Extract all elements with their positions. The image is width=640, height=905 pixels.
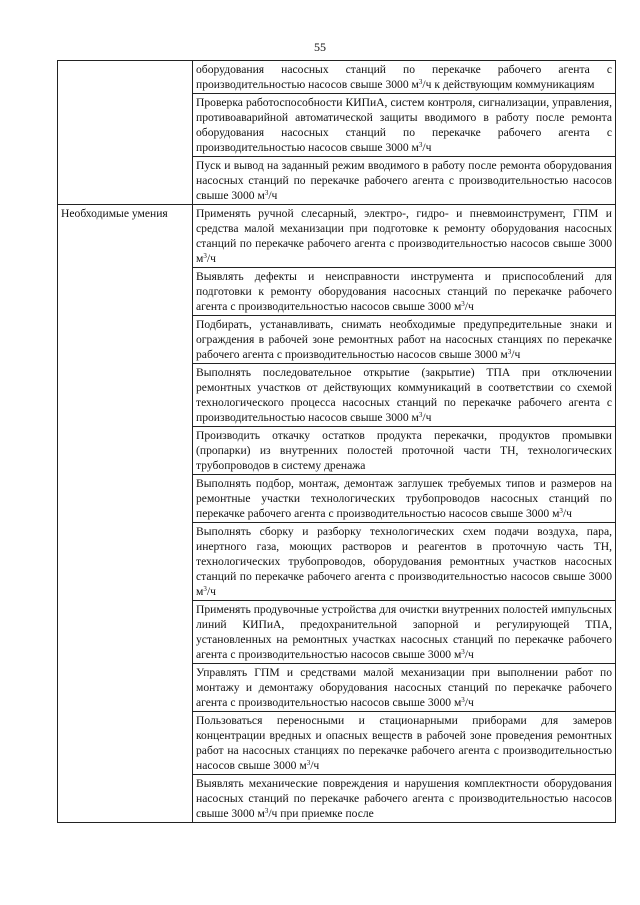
row-text-tail: /ч bbox=[562, 507, 572, 520]
row-text-cell bbox=[193, 364, 616, 427]
row-text-cell bbox=[193, 268, 616, 316]
row-text: Пуск и вывод на заданный режим вводимого в работу после ремонта оборудования насосных станций по перекачке рабочего агента с производительностью насосов свыше 3000 м bbox=[196, 159, 612, 202]
unit-exponent: 3 bbox=[306, 759, 311, 767]
row-text: Выявлять дефекты и неисправности инструмента и приспособлений для подготовки к ремонту оборудования насосных станций по перекачке рабочего агента с производительностью насосов свыше 3000 м bbox=[196, 270, 612, 313]
unit-exponent: 3 bbox=[418, 411, 423, 419]
row-text: Подбирать, устанавливать, снимать необходимые предупредительные знаки и ограждения в рабочей зоне ремонтных работ на насосных станциях по перекачке рабочего агента с производительностью насосов свыше 3000 м bbox=[196, 318, 612, 361]
row-text-cell bbox=[193, 61, 616, 94]
table-row bbox=[58, 205, 616, 268]
row-text-cell bbox=[193, 664, 616, 712]
competency-table bbox=[57, 60, 616, 823]
row-label-cell bbox=[58, 205, 193, 823]
row-text-cell bbox=[193, 523, 616, 601]
unit-exponent: 3 bbox=[461, 648, 465, 656]
row-text-cell bbox=[193, 316, 616, 364]
row-text: Проверка работоспособности КИПиА, систем контроля, сигнализации, управления, противоаварийной автоматической защиты вводимого в работу после ремонта оборудования насосных станций по перекачке рабочего агента с производительностью насосов свыше 3000 м bbox=[196, 96, 612, 154]
row-text-cell bbox=[193, 157, 616, 205]
unit-exponent: 3 bbox=[461, 696, 465, 704]
row-text-tail: /ч bbox=[206, 252, 216, 265]
unit-exponent: 3 bbox=[203, 585, 207, 593]
row-text-tail: /ч bbox=[206, 585, 216, 598]
row-text-tail: /ч bbox=[422, 411, 432, 424]
row-text-tail: /ч bbox=[422, 141, 432, 154]
row-text: Пользоваться переносными и стационарными приборами для замеров концентрации вредных и опасных веществ в рабочей зоне проведения ремонтных работ на насосных станциях по перекачке рабочего агента с производительностью насосов свыше 3000 м bbox=[196, 714, 612, 772]
table-body bbox=[58, 61, 616, 823]
row-text-tail: /ч при приемке после bbox=[268, 807, 374, 820]
row-text-tail: /ч к действующим коммуникациям bbox=[422, 78, 595, 91]
row-text: Применять ручной слесарный, электро-, гидро- и пневмоинструмент, ГПМ и средства малой механизации при подготовке к ремонту оборудования насосных станций по перекачке рабочего агента с производительностью насосов свыше 3000 м bbox=[196, 207, 612, 265]
row-text: Выполнять последовательное открытие (закрытие) ТПА при отключении ремонтных участков от действующих коммуникаций в соответствии со схемой технологического процесса насосных станций по перекачке рабочего агента с производительностью насосов свыше 3000 м bbox=[196, 366, 612, 424]
row-text-cell bbox=[193, 427, 616, 475]
row-text-tail: /ч bbox=[511, 348, 521, 361]
unit-exponent: 3 bbox=[264, 807, 269, 815]
row-text-cell bbox=[193, 94, 616, 157]
unit-exponent: 3 bbox=[203, 252, 207, 260]
row-text-tail: /ч bbox=[310, 759, 320, 772]
unit-exponent: 3 bbox=[418, 78, 423, 86]
table-row bbox=[58, 61, 616, 94]
unit-exponent: 3 bbox=[507, 348, 512, 356]
row-text: Применять продувочные устройства для очистки внутренних полостей импульсных линий КИПиА, предохранительной запорной и регулирующей ТПА, установленных на ремонтных участках насосных станций по перекачке рабочего агента с производительностью насосов свыше 3000 м bbox=[196, 603, 612, 661]
unit-exponent: 3 bbox=[461, 300, 465, 308]
unit-exponent: 3 bbox=[559, 507, 563, 515]
row-text-tail: /ч bbox=[268, 189, 278, 202]
row-text-cell bbox=[193, 475, 616, 523]
row-text: Выполнять сборку и разборку технологических схем подачи воздуха, пара, инертного газа, моющих растворов и реагентов в проточную часть ТН, технологических трубопроводов, оборудования ремонтных участков насосных станций по перекачке рабочего агента с производительностью насосов свыше 3000 м bbox=[196, 525, 612, 598]
row-text: Выявлять механические повреждения и нарушения комплектности оборудования насосных станций по перекачке рабочего агента с производительностью насосов свыше 3000 м bbox=[196, 777, 612, 820]
row-text-tail: /ч bbox=[464, 300, 474, 313]
row-text: оборудования насосных станций по перекачке рабочего агента с производительностью насосов свыше 3000 м bbox=[196, 63, 612, 91]
row-text-cell bbox=[193, 775, 616, 823]
row-text-cell bbox=[193, 205, 616, 268]
row-text-cell bbox=[193, 712, 616, 775]
row-text: Производить откачку остатков продукта перекачки, продуктов промывки (пропарки) из внутренних полостей проточной части ТН, технологических трубопроводов в систему дренажа bbox=[196, 429, 612, 472]
row-label: Необходимые умения bbox=[61, 207, 168, 220]
row-label-cell bbox=[58, 61, 193, 205]
unit-exponent: 3 bbox=[418, 141, 423, 149]
row-text-cell bbox=[193, 601, 616, 664]
row-text: Выполнять подбор, монтаж, демонтаж заглушек требуемых типов и размеров на ремонтные участки технологических трубопроводов насосных станций по перекачке рабочего агента с производительностью насосов свыше 3000 м bbox=[196, 477, 612, 520]
row-text-tail: /ч bbox=[464, 696, 474, 709]
row-text-tail: /ч bbox=[464, 648, 474, 661]
unit-exponent: 3 bbox=[264, 189, 269, 197]
row-text: Управлять ГПМ и средствами малой механизации при выполнении работ по монтажу и демонтажу оборудования насосных станций по перекачке рабочего агента с производительностью насосов свыше 3000 м bbox=[196, 666, 612, 709]
page-number: 55 bbox=[314, 40, 326, 54]
